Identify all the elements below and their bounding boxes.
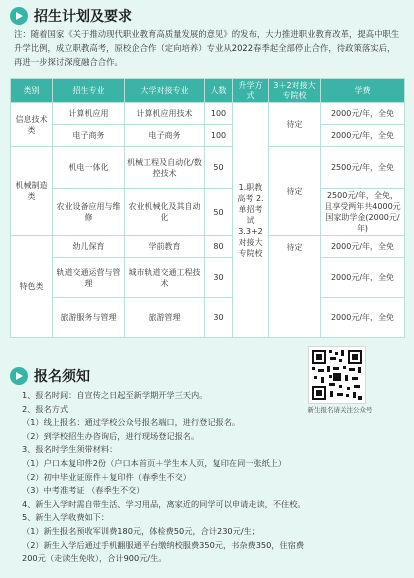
notice-list [22, 389, 402, 566]
table-row [11, 125, 405, 147]
list-item: 2、报名方式 [22, 403, 69, 414]
major-cell: 农业设备应用与维修 [53, 189, 125, 236]
list-item: （3）中考准考证 （春季生不交） [22, 485, 145, 496]
table-row [11, 147, 405, 189]
plan-section-title: 招生计划及要求 [34, 9, 132, 25]
univ-major-cell: 学前教育 [125, 236, 205, 258]
list-item: （1）新生报名预收军训费180元，体检费50元，合计230元/生； [22, 525, 260, 536]
list-item: 3、报名时学生须带材料： [22, 444, 118, 455]
univ-major-cell: 城市轨道交通工程技术 [125, 258, 205, 298]
univ-major-cell: 农业机械化及其自动化 [125, 189, 205, 236]
route-cell: 1.职教高考 2.单招考试 3.3+2对接大专院校 [233, 103, 269, 338]
major-cell: 电子商务 [53, 125, 125, 147]
table-header-row [11, 79, 405, 103]
fee-cell: 2000元/年，全免 [321, 103, 405, 125]
fee-cell: 2500元/年，全免 [321, 147, 405, 189]
count-cell: 80 [205, 236, 233, 258]
count-cell: 30 [205, 298, 233, 338]
count-cell: 50 [205, 147, 233, 189]
table-row [11, 258, 405, 298]
header-major: 招生专业 [53, 79, 125, 103]
count-cell: 30 [205, 258, 233, 298]
fee-cell: 2000元/年，全免 [321, 236, 405, 258]
fee-cell: 2000元/年，全免 [321, 298, 405, 338]
major-cell: 幼儿保育 [53, 236, 125, 258]
list-item: （2）到学校招生办咨询后，进行现场登记报名。 [22, 430, 200, 441]
univ-major-cell: 机械工程及自动化/数控技术 [125, 147, 205, 189]
univ-major-cell: 计算机应用技术 [125, 103, 205, 125]
header-university-major: 大学对接专业 [125, 79, 205, 103]
univ-major-cell: 旅游管理 [125, 298, 205, 338]
intro-paragraph: 注：随着国家《关于推动现代职业教育高质量发展的意见》的发布，大力推进职业教育改革，提高中职生升学比例，成立职教高考，原校企合作（定向培养）专业从2022春季起全部停止合作，待政策落实后，再进一步探讨深度融合合作。 [14, 29, 400, 67]
play-icon [10, 367, 28, 385]
list-item: 5、新生入学收费如下： [22, 512, 110, 523]
table-row [11, 236, 405, 258]
header-count: 人数 [205, 79, 233, 103]
fee-cell: 2500元/年，全免，且享受两年共4000元国家助学金(2000元/年) [321, 189, 405, 236]
count-cell: 100 [205, 125, 233, 147]
play-icon [10, 7, 28, 25]
list-item: （1）户口本复印件2份（户口本首页＋学生本人页，复印在同一张纸上） [22, 457, 287, 468]
header-category: 类别 [11, 79, 53, 103]
major-cell: 轨道交通运营与管理 [53, 258, 125, 298]
major-cell: 旅游服务与管理 [53, 298, 125, 338]
plan-section-header [10, 6, 132, 26]
notice-section-title: 报名须知 [34, 369, 90, 385]
list-item: 200元（走读生免收），合计900元/生。 [22, 553, 167, 564]
qr-caption: 新生报名请关注公众号 [307, 406, 373, 414]
count-cell: 100 [205, 103, 233, 125]
table-row [11, 189, 405, 236]
fee-cell: 2000元/年，全免 [321, 125, 405, 147]
major-cell: 计算机应用 [53, 103, 125, 125]
table-row [11, 298, 405, 338]
college-cell: 待定 [269, 147, 321, 236]
fee-cell: 2000元/年，全免 [321, 258, 405, 298]
univ-major-cell: 电子商务 [125, 125, 205, 147]
notice-section-header [10, 366, 90, 386]
list-item: （1）线上报名：通过学校公众号报名端口，进行登记报名。 [22, 417, 241, 428]
college-cell: 待定 [269, 103, 321, 147]
list-item: （2）初中毕业证原件＋复印件（春季生不交） [22, 471, 191, 482]
header-college: 3＋2对接大专院校 [269, 79, 321, 103]
category-cell: 信息技术类 [11, 103, 53, 147]
category-cell: 机械制造类 [11, 147, 53, 236]
major-cell: 机电一体化 [53, 147, 125, 189]
list-item: 4、新生入学时需自带生活、学习用品，离家近的同学可以申请走读，不住校。 [22, 498, 306, 509]
college-cell: 待定 [269, 236, 321, 338]
list-item: （2）新生入学后通过手机翻服通平台缴纳校服费350元，书杂费350，住宿费 [22, 539, 305, 550]
count-cell: 50 [205, 189, 233, 236]
header-fee: 学费 [321, 79, 405, 103]
header-route: 升学方式 [233, 79, 269, 103]
list-item: 1、报名时间：自宣传之日起至新学期开学三天内。 [22, 390, 208, 400]
category-cell: 特色类 [11, 236, 53, 338]
table-row [11, 103, 405, 125]
enrollment-plan-table [10, 78, 405, 338]
